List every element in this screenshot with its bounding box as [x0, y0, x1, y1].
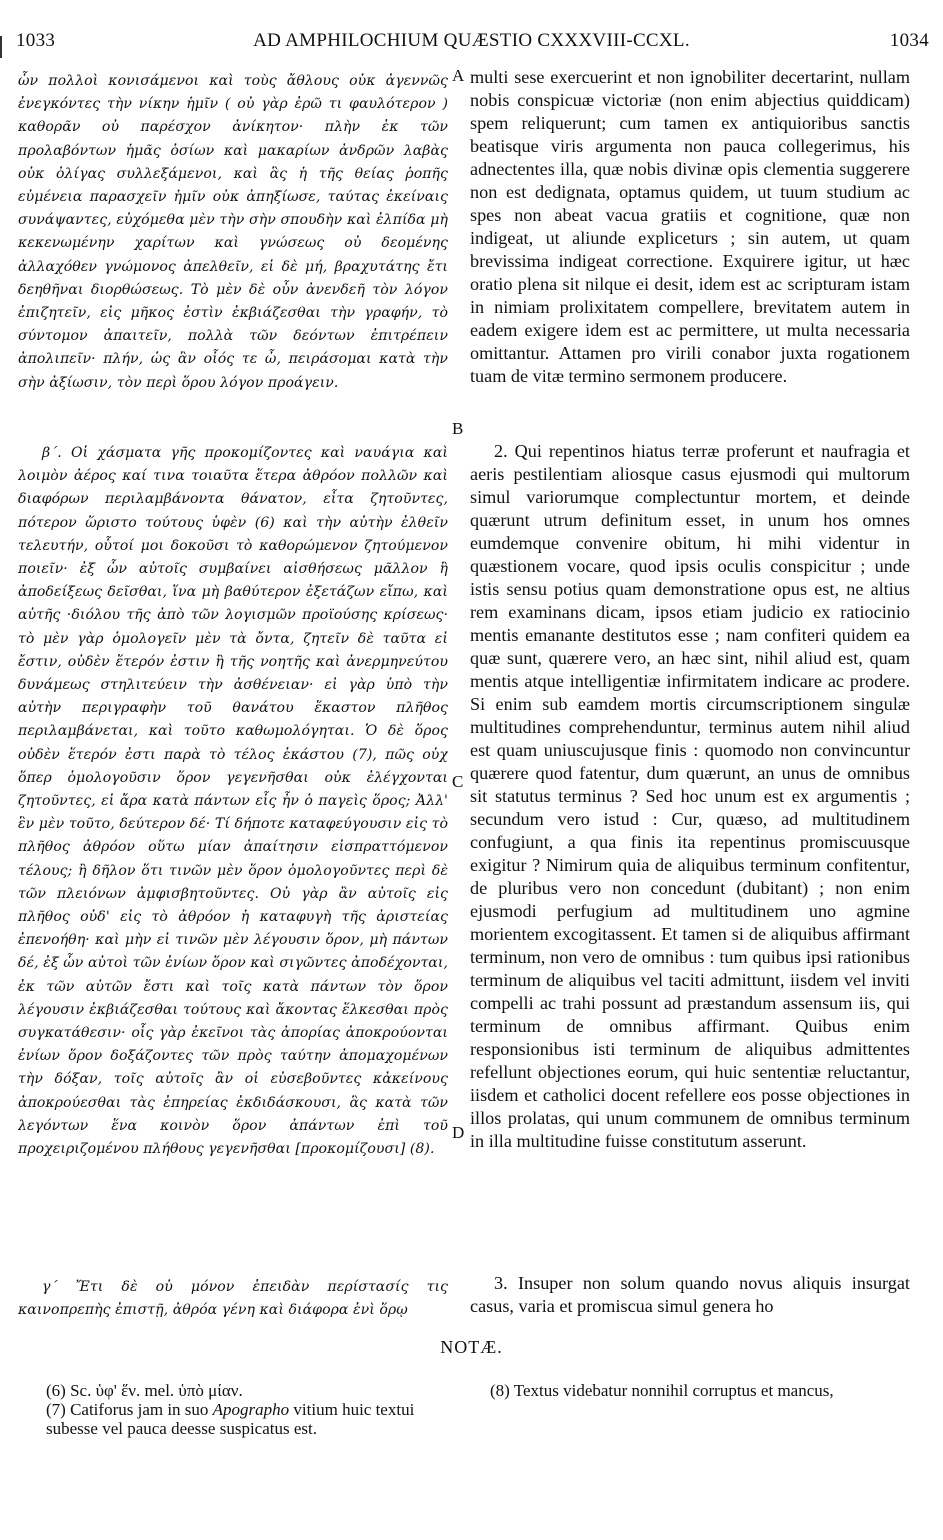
greek-column	[18, 70, 448, 1330]
note-7	[46, 1400, 456, 1438]
latin-text-1: multi sese exercuerint et non ignobiliter decertarint, nullam nobis conspicuæ victoriæ (non enim abjectius quiddicam) spem reliquerunt; cum tamen ex antiquioribus sanctis beatisque viris argumenta non pauca collegerimus, his adnectentes illa, quæ nobis divinæ opis clementia suggerere non est dedignata, optamus quidem, ut tuum studium ac spes non abeat vacua gratiis et cognitione, quæ non indigeat, ut aliunde expliceturs ; sin autem, ut quam brevissima indigeat correctione. Exquirere igitur, ut hæc oratio plena sit nilque ei desit, idem est ac scripturam istam in nimiam prolixitatem compellere, brevitatem autem in eadem exigere idem est ac permittere, ut multa necessaria omittantur. Attamen pro virili conabor juxta rogationem tuam de vitæ termino sermonem producere.	[470, 67, 910, 386]
latin-paragraph-1	[470, 66, 910, 388]
greek-text-2: β΄. Οἱ χάσματα γῆς προκομίζοντες καὶ ναυάγια καὶ λοιμὸν ἀέρος καί τινα τοιαῦτα ἕτερα ἀθρόον πολλῶν καὶ διαφόρων περιλαμβάνοντα θάνατον, εἶτα ζητοῦντες, πότερον ὥριστο τούτους ὑφὲν (6) καὶ τὴν αὐτὴν ἐλθεῖν τελευτήν, οὗτοί μοι δοκοῦσι τὸ καθορώμενον ζητούμενον ποιεῖν· ἐξ ὧν αὐτοῖς συμβαίνει αἰσθήσεως μᾶλλον ἢ ἀποδείξεως δεῖσθαι, ἵνα μὴ βαθύτερον ἐξετάζων εἴπω, καὶ αὐτῆς ·διόλου τῆς ἀπὸ τῶν λογισμῶν προϊούσης κρίσεως· τὸ μὲν γὰρ ὁμολογεῖν μὲν τὰ ὄντα, ζητεῖν δὲ ταῦτα εἰ ἔστιν, οὐδὲν ἕτερόν ἐστιν ἢ τῆς νοητῆς καὶ ἀνερμηνεύτου δυνάμεως στηλιτεύειν τὴν ἀσθένειαν· εἰ γὰρ ὑπὸ τὴν αὐτὴν περιγραφὴν τοῦ θανάτου ἕκαστον πλῆθος περιλαμβάνεται, καὶ τοῦτο καθωμολόγηται. Ὁ δὲ ὅρος οὐδὲν ἕτερόν ἐστι παρὰ τὸ τέλος ἑκάστου (7), πῶς οὐχ ὅπερ ὁμολογοῦσιν ὅρον γεγενῆσθαι οὐκ ἐλέγχονται ζητοῦντες, εἰ ἄρα κατὰ πάντων εἷς ἦν ὁ παγεὶς ὅρος; Ἀλλ' ἓν μὲν τοῦτο, δεύτερον δέ· Τί δήποτε καταφεύγουσιν εἰς τὸ πλῆθος ἀθρόον οὕτω μίαν ἀπαίτησιν εἰσπραττόμενον τέλους; ἢ δῆλον ὅτι τινῶν μὲν ὅρον ὁμολογοῦντες περὶ δὲ τῶν πλειόνων ἀμφισβητοῦντες. Οὐ γὰρ ἂν αὐτοῖς εἰς πλῆθος οὐδ' εἰς τὸ ἀθρόον ἡ καταφυγὴ τῆς ἀριστείας ἐπενοήθη· καὶ μὴν εἰ τινῶν μὲν λέγουσιν ὅρον, μὴ πάντων δέ, ἐξ ὧν αὐτοὶ τῶν ἐνίων ὅρον καὶ σιγῶντες ἀποδέχονται, ἐκ τῶν αὐτῶν ἔστι καὶ τοῖς κατὰ πάντων τὸν ὅρον λέγουσιν ἐκβιάζεσθαι τούτους καὶ ἄκοντας ἕλκεσθαι πρὸς συγκατάθεσιν· οἷς γὰρ ἐκεῖνοι τὰς ἀπορίας ἀποκρούονται ἐνίων ὅρον δοξάζοντες τῶν πρὸς ταύτην ἀπομαχομένων τὴν δόξαν, τοῖς αὐτοῖς ἂν οἱ εὐσεβοῦντες κἀκείνους ἀποκρούεσθαι τὰς ἐπηρείας ἐκδιδάσκουσι, ἃς κατὰ τῶν λεγόντων ἕνα κοινὸν ὅρον ἁπάντων ἐπὶ τοῦ προχειριζομένου πλήθους γεγενῆσθαι [προκομίζουσι] (8).	[18, 445, 448, 1158]
greek-paragraph-1	[18, 70, 448, 395]
latin-text-3: 3. Insuper non solum quando novus aliquis insurgat casus, varia et promiscua simul genera ho	[470, 1273, 910, 1316]
greek-paragraph-2	[18, 442, 448, 1161]
notes-heading: NOTÆ.	[440, 1337, 503, 1357]
margin-letter-b: B	[452, 419, 464, 438]
margin-letter-d: D	[452, 1123, 465, 1142]
latin-column	[470, 66, 910, 1326]
greek-text-3: γ΄ Ἔτι δὲ οὐ μόνον ἐπειδὰν περίστασίς τις καινοπρεπὴς ἐπιστῇ, ἀθρόα γένη καὶ διάφορα ἑνὶ ὅρῳ	[18, 1279, 448, 1319]
running-header	[0, 30, 943, 60]
latin-text-2: 2. Qui repentinos hiatus terræ proferunt et naufragia et aeris pestilentiam aliosque casus ejusmodi qui multorum simul variorumque complectuntur mortem, et deinde quærunt utrum definitum esset, in unum hos omnes eumdemque convenire obitum, hi mihi videntur in quæstionem vocare, quod ipsis oculis conspicitur ; unde istis sensu potius quam demonstratione opus est, ne altius rem examinans dicam, ipsos etiam judicio ex ratiocinio mentis emanante destitutos esse ; nam confiteri quidem ea quæ sunt, quærere vero, an hæc sint, nihil aliud est, quam mentis atque intelligentiæ infirmitatem indicare ac prodere. Si enim sub eamdem mortis circumscriptionem singulæ multitudines comprehenduntur, terminus autem nihil aliud est quam uniuscujusque finis : quomodo non convincuntur quærere quod fatentur, dum quærunt, an unus de omnibus sit statutus terminus ? Sed hoc unum est ex argumentis ; secundum vero istud : Cur, quæso, ad multitudinem confugiunt, a qua finis ita repentinus promiscuusque exigitur ? Nimirum quia de aliquibus terminum confitentur, de pluribus vero non concedunt (dubitant) ; non enim ejusmodi perfugium ad multitudinem uno agmine morientem excogitassent. Et tamen si de aliquibus affirmant terminum, non vero de omnibus : tum quibus ipsi rationibus terminum de aliquibus vel taciti admittunt, iisdem vel inviti compelli ac trahi possunt ad præstandum assensum iis, qui terminum de omnibus affirmant. Quibus enim responsionibus isti terminum de aliquibus admittentes refellunt objectiones eorum, qui huic sententiæ reluctantur, iisdem et catholici docent refellere eos posse objectiones in illos prolatas, qui unum communem de omnibus terminum in illa multitudine fuisse constitutum asserunt.	[470, 441, 910, 1151]
note-7-text-b: vitium huic textui subesse vel pauca deesse suspicatus est.	[46, 1400, 415, 1438]
page-number-right: 1034	[889, 30, 929, 51]
latin-paragraph-2	[470, 440, 910, 1153]
note-7-text-a: (7) Catiforus jam in suo	[46, 1400, 209, 1419]
page-number-left: 1033	[16, 30, 56, 51]
running-title: AD AMPHILOCHIUM QUÆSTIO CXXXVIII-CCXL.	[253, 30, 690, 51]
note-8: (8) Textus videbatur nonnihil corruptus et mancus,	[490, 1381, 834, 1400]
latin-paragraph-3	[470, 1272, 910, 1318]
greek-text-1: ὧν πολλοὶ κονισάμενοι καὶ τοὺς ἄθλους οὐκ ἀγεννῶς ἐνεγκόντες τὴν νίκην ἡμῖν ( οὐ γὰρ ἐρῶ τι φαυλότερον ) καθορᾶν οὐ παρέσχον ἀνίκητον· πλὴν ἐκ τῶν προλαβόντων ἡμᾶς ὁσίων καὶ μακαρίων ἀνδρῶν λαβὰς οὐκ ὀλίγας συλλεξάμενοι, καὶ ἃς ἡ τῆς θείας ῥοπῆς εὐμένεια παρασχεῖν ἡμῖν οὐκ ἀπηξίωσε, ταύτας ἐκείναις συνάψαντες, εὐχόμεθα μὲν τὴν σὴν σπουδὴν καὶ ἐλπίδα μὴ κεκενωμένην χαρίτων καὶ γνώσεως οὐ δεομένης ἀλλαχόθεν γνώμονος ἀπελθεῖν, εἰ δὲ μή, βραχυτάτης ἔτι δεηθῆναι διορθώσεως. Τὸ μὲν δὲ οὖν ἀνενδεῆ τὸν λόγον ἐπιζητεῖν, εἰς μῆκος ἐστὶν ἐκβιάζεσθαι τὴν γραφήν, τὸ σύντομον ἀπαιτεῖν, πολλὰ τῶν δεόντων ἐπιτρέπειν ἀπολιπεῖν· πλήν, ὡς ἂν οἷός τε ὦ, πειράσομαι κατὰ τὴν σὴν ἀξίωσιν, τὸν περὶ ὅρου λόγον προάγειν.	[18, 73, 448, 391]
greek-paragraph-3	[18, 1276, 448, 1322]
margin-letter-a: A	[452, 66, 465, 85]
note-6: (6) Sc. ὑφ' ἕν. mel. ὑπὸ μίαν.	[46, 1381, 243, 1400]
note-7-emphasis: Apographo	[212, 1400, 290, 1419]
margin-letter-c: C	[452, 772, 464, 791]
